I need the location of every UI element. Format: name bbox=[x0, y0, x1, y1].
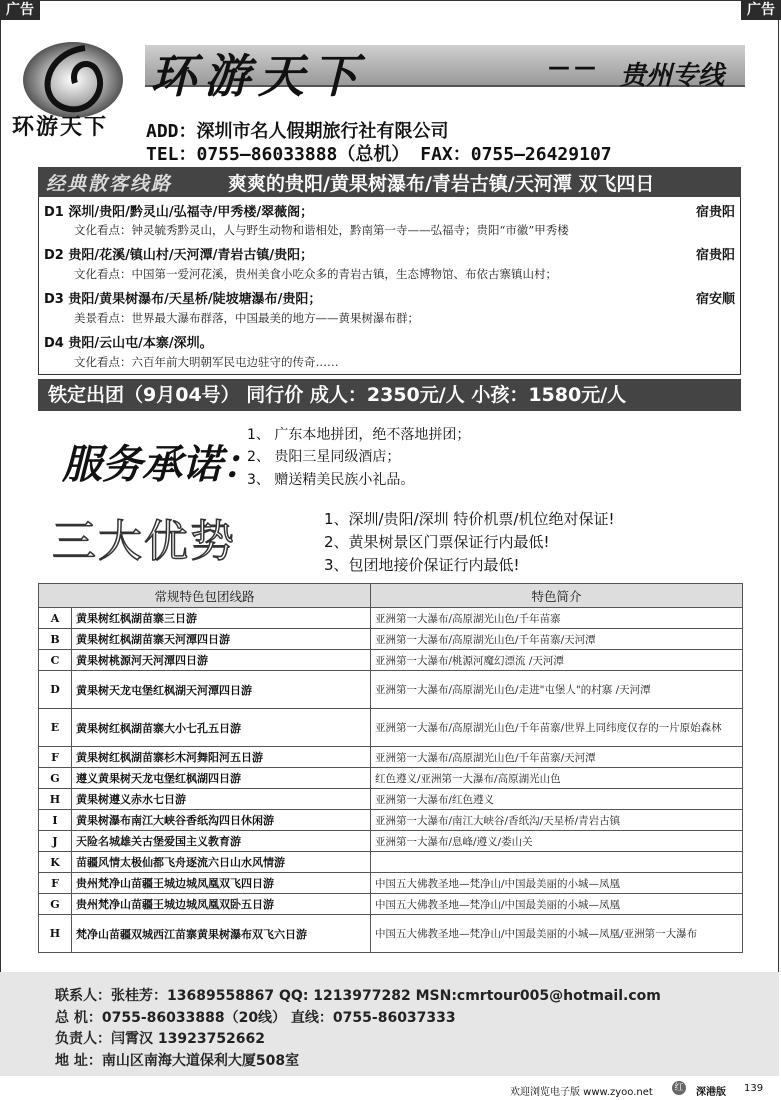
row-route: 黄果树红枫湖苗寨三日游 bbox=[72, 608, 371, 629]
logo-text: 环游天下 bbox=[12, 114, 109, 140]
page-number: 139 bbox=[744, 1083, 764, 1094]
row-code: K bbox=[39, 852, 72, 873]
table-row bbox=[39, 608, 743, 629]
row-code: E bbox=[39, 709, 72, 747]
footer-edition: 深港版 bbox=[696, 1087, 726, 1098]
advantage-item: 3、包团地接价保证行内最低! bbox=[324, 556, 520, 574]
day-3-desc: 美景看点：世界最大瀑布群落，中国最美的地方——黄果树瀑布群； bbox=[74, 311, 419, 325]
route-headline: 爽爽的贵阳/黄果树瀑布/青岩古镇/天河潭 双飞四日 bbox=[228, 173, 655, 195]
row-route: 黄果树遵义赤水七日游 bbox=[72, 789, 371, 810]
row-feature: 亚洲第一大瀑布/高原湖光山色/千年苗寨/天河潭 bbox=[371, 747, 743, 768]
row-feature: 中国五大佛教圣地—梵净山/中国最美丽的小城—凤凰 bbox=[371, 894, 743, 915]
table-row bbox=[39, 768, 743, 789]
row-feature: 中国五大佛教圣地—梵净山/中国最美丽的小城—凤凰 bbox=[371, 873, 743, 894]
table-header-row bbox=[39, 584, 743, 608]
footer-badge-icon: 红 bbox=[672, 1081, 686, 1095]
row-feature: 亚洲第一大瀑布/桃源河魔幻漂流 /天河潭 bbox=[371, 650, 743, 671]
day-3-stay: 宿安顺 bbox=[695, 292, 735, 307]
row-feature: 亚洲第一大瀑布/南江大峡谷/香纸沟/天星桥/青岩古镇 bbox=[371, 810, 743, 831]
company-address: ADD：深圳市名人假期旅行社有限公司 bbox=[146, 121, 449, 142]
contact-line: 联系人：张桂芳：13689558867 QQ: 1213977282 MSN:cmrtour005@hotmail.com bbox=[55, 988, 661, 1004]
contact-line: 总 机：0755-86033888（20线） 直线：0755-86037333 bbox=[55, 1010, 456, 1026]
day-4-desc: 文化看点：六百年前大明朝军民屯边驻守的传奇…… bbox=[74, 355, 339, 369]
day-2: D2 贵阳/花溪/镇山村/天河潭/青岩古镇/贵阳； bbox=[44, 248, 314, 263]
table-row bbox=[39, 671, 743, 709]
advantage-item: 1、深圳/贵阳/深圳 特价机票/机位绝对保证! bbox=[324, 510, 615, 528]
table-row bbox=[39, 747, 743, 768]
row-feature: 亚洲第一大瀑布/息峰/遵义/娄山关 bbox=[371, 831, 743, 852]
table-row bbox=[39, 831, 743, 852]
row-code: F bbox=[39, 873, 72, 894]
row-feature: 亚洲第一大瀑布/高原湖光山色/千年苗寨 bbox=[371, 608, 743, 629]
route-label: 经典散客线路 bbox=[46, 173, 173, 195]
day-1-desc: 文化看点：钟灵毓秀黔灵山，人与野生动物和谐相处，黔南第一寺——弘福寺；贵阳“市徽”甲秀楼 bbox=[74, 223, 569, 237]
row-feature: 红色遵义/亚洲第一大瀑布/高原湖光山色 bbox=[371, 768, 743, 789]
row-route: 黄果树天龙屯堡红枫湖天河潭四日游 bbox=[72, 671, 371, 709]
day-2-desc: 文化看点：中国第一爱河花溪，贵州美食小吃众多的青岩古镇，生态博物馆、布依古寨镇山村； bbox=[74, 267, 557, 281]
row-feature: 亚洲第一大瀑布/高原湖光山色/千年苗寨/天河潭 bbox=[371, 629, 743, 650]
advantage-item: 2、黄果树景区门票保证行内最低! bbox=[324, 533, 550, 551]
table-header-routes: 常规特色包团线路 bbox=[39, 584, 371, 608]
row-feature: 亚洲第一大瀑布/红色遵义 bbox=[371, 789, 743, 810]
row-feature: 中国五大佛教圣地—梵净山/中国最美丽的小城—凤凰/亚洲第一大瀑布 bbox=[371, 915, 743, 953]
row-route: 遵义黄果树天龙屯堡红枫湖四日游 bbox=[72, 768, 371, 789]
price-bar: 铁定出团（9月04号） 同行价 成人：2350元/人 小孩：1580元/人 bbox=[38, 379, 741, 411]
row-route: 苗疆风情太极仙都飞舟逐流六日山水风情游 bbox=[72, 852, 371, 873]
day-1: D1 深圳/贵阳/黔灵山/弘福寺/甲秀楼/翠薇阁； bbox=[44, 205, 314, 220]
row-route: 贵州梵净山苗疆王城边城凤凰双飞四日游 bbox=[72, 873, 371, 894]
day-3: D3 贵阳/黄果树瀑布/天星桥/陡坡塘瀑布/贵阳； bbox=[44, 292, 322, 307]
row-code: H bbox=[39, 915, 72, 953]
row-code: C bbox=[39, 650, 72, 671]
ad-tag-left: 广告 bbox=[0, 0, 40, 20]
row-route: 梵净山苗疆双城西江苗寨黄果树瀑布双飞六日游 bbox=[72, 915, 371, 953]
row-code: D bbox=[39, 671, 72, 709]
service-item: 3、 赠送精美民族小礼品。 bbox=[247, 472, 415, 488]
ad-tag-right: 广告 bbox=[741, 0, 781, 20]
table-row bbox=[39, 650, 743, 671]
row-feature bbox=[371, 852, 743, 873]
contact-line: 负责人：闫霄汉 13923752662 bbox=[55, 1031, 266, 1047]
table-row bbox=[39, 629, 743, 650]
row-code: A bbox=[39, 608, 72, 629]
day-1-stay: 宿贵阳 bbox=[695, 205, 735, 220]
service-item: 2、 贵阳三星同级酒店； bbox=[247, 449, 401, 465]
day-2-stay: 宿贵阳 bbox=[695, 248, 735, 263]
row-code: F bbox=[39, 747, 72, 768]
company-phone: TEL：0755—86033888（总机） FAX：0755—26429107 bbox=[146, 144, 612, 165]
row-route: 黄果树桃源河天河潭四日游 bbox=[72, 650, 371, 671]
row-code: B bbox=[39, 629, 72, 650]
footer-website: 欢迎浏览电子版 www.zyoo.net bbox=[510, 1087, 653, 1098]
service-title: 服务承诺： bbox=[62, 441, 262, 488]
table-row bbox=[39, 852, 743, 873]
table-row bbox=[39, 894, 743, 915]
row-route: 黄果树红枫湖苗寨杉木河舞阳河五日游 bbox=[72, 747, 371, 768]
table-row bbox=[39, 873, 743, 894]
contact-line: 地 址：南山区南海大道保利大厦508室 bbox=[55, 1053, 300, 1069]
service-item: 1、 广东本地拼团，绝不落地拼团； bbox=[247, 427, 471, 443]
table-row bbox=[39, 789, 743, 810]
advantage-title: 三大优势 bbox=[52, 516, 236, 567]
row-code: H bbox=[39, 789, 72, 810]
page-title: 环游天下 bbox=[150, 49, 366, 103]
row-code: I bbox=[39, 810, 72, 831]
row-code: J bbox=[39, 831, 72, 852]
row-route: 黄果树红枫湖苗寨大小七孔五日游 bbox=[72, 709, 371, 747]
day-4: D4 贵阳/云山屯/本寨/深圳。 bbox=[44, 336, 213, 351]
row-route: 天险名城雄关古堡爱国主义教育游 bbox=[72, 831, 371, 852]
row-feature: 亚洲第一大瀑布/高原湖光山色/千年苗寨/世界上同纬度仅存的一片原始森林 bbox=[371, 709, 743, 747]
route-header bbox=[38, 167, 741, 197]
row-code: G bbox=[39, 768, 72, 789]
table-header-features: 特色简介 bbox=[371, 584, 743, 608]
page-subtitle: 贵州专线 bbox=[620, 61, 725, 91]
title-dash: —— bbox=[548, 55, 600, 80]
table-row bbox=[39, 709, 743, 747]
row-route: 黄果树红枫湖苗寨天河潭四日游 bbox=[72, 629, 371, 650]
row-route: 黄果树瀑布南江大峡谷香纸沟四日休闲游 bbox=[72, 810, 371, 831]
route-table bbox=[38, 583, 743, 953]
table-row bbox=[39, 810, 743, 831]
row-route: 贵州梵净山苗疆王城边城凤凰双卧五日游 bbox=[72, 894, 371, 915]
row-code: G bbox=[39, 894, 72, 915]
row-feature: 亚洲第一大瀑布/高原湖光山色/走进"屯堡人"的村寨 /天河潭 bbox=[371, 671, 743, 709]
table-row bbox=[39, 915, 743, 953]
